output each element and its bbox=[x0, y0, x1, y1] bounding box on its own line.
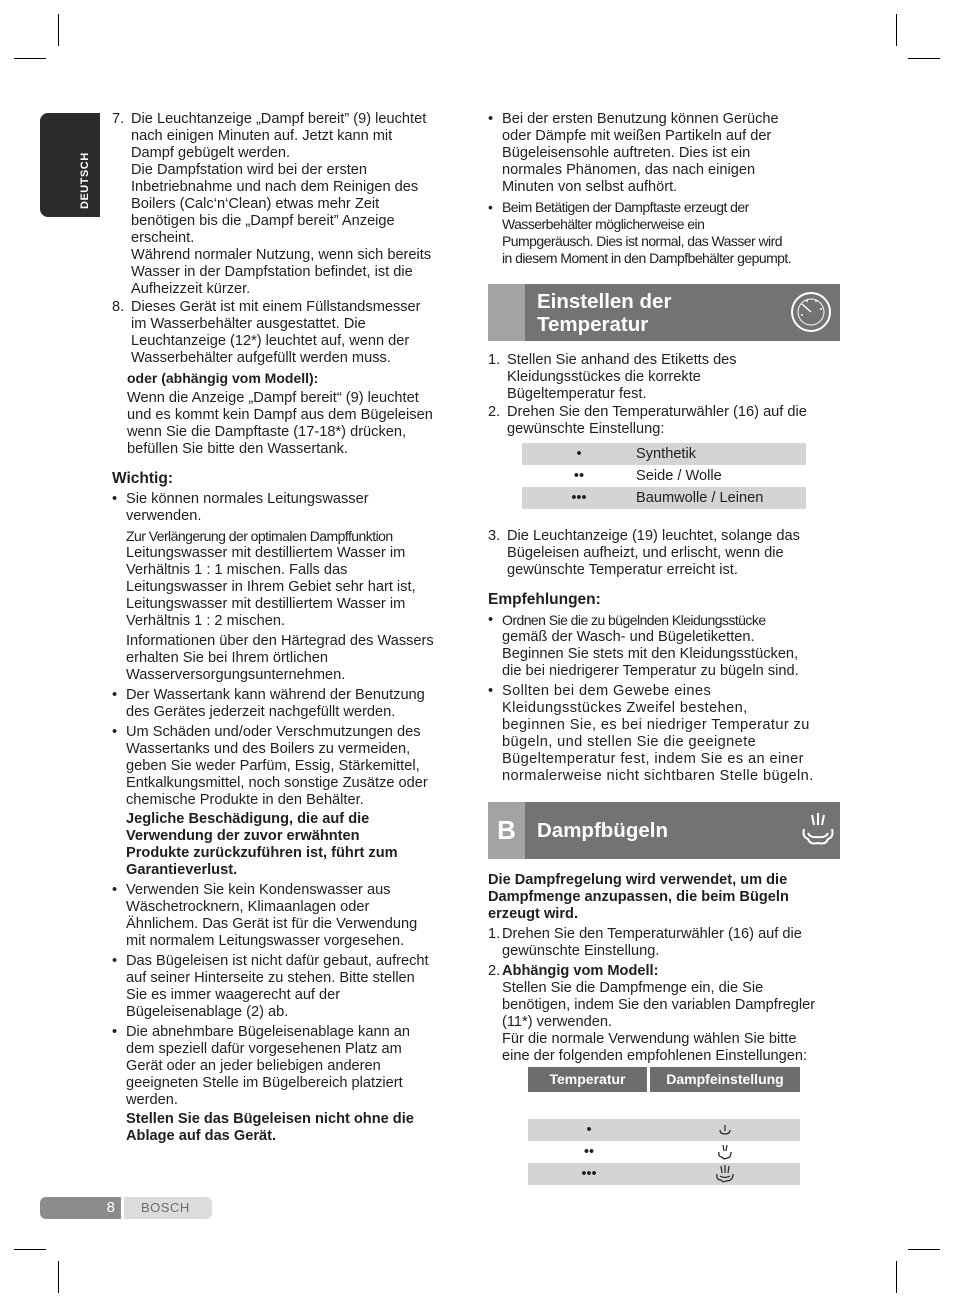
model-variant-heading: oder (abhängig vom Modell): bbox=[127, 370, 319, 386]
bullet-item bbox=[488, 111, 844, 196]
text-line: Dampfmenge anzupassen, die beim Bügeln bbox=[488, 889, 789, 905]
text-line: Verwendung der zuvor erwähnten bbox=[126, 828, 360, 844]
text-line: geben Sie weder Parfüm, Essig, Stärkemittel, bbox=[126, 758, 420, 774]
text-line: Bügeleisensohle auftreten. Dies ist ein bbox=[502, 145, 751, 161]
text-line: Stellen Sie die Dampfmenge ein, die Sie bbox=[502, 980, 764, 996]
text-line: Wasserbehälter aufgefüllt werden muss. bbox=[131, 350, 391, 366]
text-line: • Sie können normales Leitungswasser bbox=[126, 491, 369, 507]
text-line: • Das Bügeleisen ist nicht dafür gebaut, aufrecht bbox=[126, 953, 429, 969]
text-line: Wasser in der Dampfstation befindet, ist die bbox=[131, 264, 413, 280]
step-number: 1. bbox=[488, 352, 501, 368]
bullet-item bbox=[112, 687, 468, 721]
section-title bbox=[537, 290, 671, 336]
text-line: • Bei der ersten Benutzung können Gerüche bbox=[502, 111, 779, 127]
text-line: Leitungswasser mit destilliertem Wasser im bbox=[126, 596, 406, 612]
step-number: 7. bbox=[112, 111, 125, 127]
title-line: Einstellen der bbox=[537, 290, 672, 313]
text-line: erhalten Sie bei Ihrem örtlichen bbox=[126, 650, 328, 666]
text-line: Leuchtanzeige (12*) leuchtet auf, wenn der bbox=[131, 333, 410, 349]
bullet-item bbox=[112, 1024, 468, 1145]
text-line: verwenden. bbox=[126, 508, 202, 524]
step-number: 2. bbox=[488, 404, 501, 420]
text-line: bügeln, und stellen Sie die geeignete bbox=[502, 734, 757, 750]
text-line: Jegliche Beschädigung, die auf die bbox=[126, 811, 370, 827]
text-line: Die Leuchtanzeige „Dampf bereit” (9) leuchtet bbox=[131, 111, 427, 127]
text-line: Zur Verlängerung der optimalen Dampffunktion bbox=[126, 528, 393, 544]
wichtig-heading: Wichtig: bbox=[112, 470, 173, 487]
text-line: gewünschte Einstellung. bbox=[502, 943, 660, 959]
text-line: mit normalem Leitungswasser vorgesehen. bbox=[126, 933, 405, 949]
text-line: • Die abnehmbare Bügeleisenablage kann an bbox=[126, 1024, 410, 1040]
text-line: gewünschte Temperatur erreicht ist. bbox=[507, 562, 738, 578]
text-line: Dampf gebügelt werden. bbox=[131, 145, 291, 161]
spacer-row bbox=[528, 1097, 800, 1119]
steam-high-icon bbox=[715, 1164, 735, 1184]
title-line: Temperatur bbox=[537, 313, 649, 336]
text-line: Garantieverlust. bbox=[126, 862, 238, 878]
table-row bbox=[528, 1119, 800, 1141]
section-title: Dampfbügeln bbox=[537, 819, 668, 842]
temperature-steps bbox=[488, 352, 844, 438]
fabric-label: Seide / Wolle bbox=[636, 465, 806, 487]
text-line: chemische Produkte in den Behälter. bbox=[126, 792, 364, 808]
steam-medium-icon bbox=[717, 1143, 733, 1161]
table-row bbox=[522, 443, 806, 465]
temperature-dots: • bbox=[528, 1119, 650, 1141]
text-line: des Gerätes jederzeit nachgefüllt werden. bbox=[126, 704, 396, 720]
left-column bbox=[112, 111, 468, 1145]
steam-settings-table bbox=[528, 1067, 800, 1185]
text-line: Produkte zurückzuführen ist, führt zum bbox=[126, 845, 398, 861]
text-line: erzeugt wird. bbox=[488, 906, 579, 922]
language-label: DEUTSCH bbox=[79, 152, 91, 209]
section-letter: B bbox=[488, 802, 525, 859]
step-1 bbox=[488, 352, 844, 403]
step-number: 3. bbox=[488, 528, 501, 544]
temperature-dots: •• bbox=[522, 465, 636, 487]
text-line: Stellen Sie anhand des Etiketts des bbox=[507, 352, 737, 368]
temperature-step-3 bbox=[488, 528, 844, 785]
empfehlungen-heading: Empfehlungen: bbox=[488, 591, 601, 608]
text-line: Bügeltemperatur fest, indem Sie es an einer bbox=[502, 751, 804, 767]
column-header: Temperatur bbox=[528, 1067, 650, 1092]
text-line: Entkalkungsmittel, noch sonstige Zusätze oder bbox=[126, 775, 428, 791]
crop-mark bbox=[896, 1261, 897, 1293]
text-line: Informationen über den Härtegrad des Wassers bbox=[126, 633, 434, 649]
text-line: oder Dämpfe mit weißen Partikeln auf der bbox=[502, 128, 772, 144]
table-row bbox=[522, 487, 806, 509]
text-line: Leitungswasser mit destilliertem Wasser im bbox=[126, 545, 406, 561]
text-line: Leitungswasser in Ihrem Gebiet sehr hart ist, bbox=[126, 579, 416, 595]
steam-setting-cell bbox=[650, 1141, 800, 1163]
table-row bbox=[528, 1163, 800, 1185]
placement-warning bbox=[126, 1111, 468, 1145]
text-line: Pumpgeräusch. Dies ist normal, das Wasser wird bbox=[502, 233, 782, 249]
text-line: werden. bbox=[126, 1092, 178, 1108]
text-line: gewünschte Einstellung: bbox=[507, 421, 665, 437]
text-line: Sie es immer waagerecht auf der bbox=[126, 987, 341, 1003]
text-line: benötigen, indem Sie den variablen Dampfregler bbox=[502, 997, 816, 1013]
language-tab bbox=[40, 113, 100, 217]
bullet-item bbox=[112, 882, 468, 950]
bullet-item bbox=[112, 724, 468, 879]
text-line: Verhältnis 1 : 1 mischen. Falls das bbox=[126, 562, 348, 578]
text-line: Für die normale Verwendung wählen Sie bitte bbox=[502, 1031, 797, 1047]
steam-step-2 bbox=[488, 963, 844, 1065]
steam-instructions bbox=[488, 872, 844, 1065]
temperature-dots: ••• bbox=[522, 487, 636, 509]
text-line: Bügeltemperatur fest. bbox=[507, 386, 647, 402]
text-line: Wasserbehälter möglicherweise ein bbox=[502, 216, 705, 232]
text-line: gemäß der Wasch- und Bügeletiketten. bbox=[502, 629, 755, 645]
text-line: normales Phänomen, das nach einigen bbox=[502, 162, 756, 178]
bullet-item bbox=[488, 683, 844, 785]
text-line: Die Leuchtanzeige (19) leuchtet, solange das bbox=[507, 528, 800, 544]
text-line: Drehen Sie den Temperaturwähler (16) auf die bbox=[507, 404, 807, 420]
text-line: Wasserversorgungsunternehmen. bbox=[126, 667, 346, 683]
crop-mark bbox=[908, 58, 940, 59]
steam-section-header bbox=[488, 802, 840, 859]
text-line: Dieses Gerät ist mit einem Füllstandsmesser bbox=[131, 299, 421, 315]
crop-mark bbox=[14, 1249, 46, 1250]
temperature-dots: ••• bbox=[528, 1163, 650, 1185]
bullet-item bbox=[488, 612, 844, 680]
step-2 bbox=[488, 404, 844, 438]
text-line: Beginnen Sie stets mit den Kleidungsstücken, bbox=[502, 646, 799, 662]
text-line: und es kommt kein Dampf aus dem Bügeleisen bbox=[127, 407, 433, 423]
text-line: Abhängig vom Modell: bbox=[502, 963, 659, 979]
text-line: Drehen Sie den Temperaturwähler (16) auf die bbox=[502, 926, 802, 942]
text-line: Bügeleisen aufheizt, und erlischt, wenn die bbox=[507, 545, 784, 561]
text-line: Ablage auf das Gerät. bbox=[126, 1128, 277, 1144]
table-header-row bbox=[528, 1067, 800, 1092]
steam-intro bbox=[488, 872, 844, 923]
text-line: benötigen bis die „Dampf bereit” Anzeige bbox=[131, 213, 395, 229]
text-line: Die Dampfregelung wird verwendet, um die bbox=[488, 872, 788, 888]
step-7 bbox=[112, 111, 468, 298]
step-number: 2. bbox=[488, 963, 501, 979]
column-header: Dampfeinstellung bbox=[650, 1067, 800, 1092]
text-line: befüllen Sie bitte den Wassertank. bbox=[127, 441, 348, 457]
text-line: Boilers (Calc‘n‘Clean) etwas mehr Zeit bbox=[131, 196, 380, 212]
temperature-dial-icon bbox=[790, 291, 832, 333]
steam-low-icon bbox=[718, 1123, 732, 1137]
step-8 bbox=[112, 299, 468, 367]
steam-icon bbox=[800, 811, 836, 851]
text-line: in diesem Moment in den Dampfbehälter gepumpt. bbox=[502, 250, 792, 266]
text-line: Wassertanks und des Boilers zu vermeiden, bbox=[126, 741, 411, 757]
text-line: Die Dampfstation wird bei der ersten bbox=[131, 162, 368, 178]
temperature-section-header bbox=[488, 284, 840, 341]
bullet-item bbox=[488, 199, 844, 267]
text-line: • Verwenden Sie kein Kondenswasser aus bbox=[126, 882, 391, 898]
steam-setting-cell bbox=[650, 1119, 800, 1141]
temperature-dots: •• bbox=[528, 1141, 650, 1163]
model-variant-block bbox=[112, 370, 468, 458]
text-line: Gerät oder an jeder beliebigen anderen bbox=[126, 1058, 381, 1074]
bullet-item bbox=[112, 491, 468, 684]
text-line: Während normaler Nutzung, wenn sich bereits bbox=[131, 247, 432, 263]
text-line: auf seiner Hinterseite zu stehen. Bitte stellen bbox=[126, 970, 415, 986]
text-line: die bei niedrigerer Temperatur zu bügeln sind. bbox=[502, 663, 799, 679]
right-top-notes bbox=[488, 111, 844, 267]
text-line: • Sollten bei dem Gewebe eines bbox=[502, 683, 712, 699]
text-line: Wäschetrocknern, Klimaanlagen oder bbox=[126, 899, 370, 915]
crop-mark bbox=[896, 14, 897, 46]
text-line: Minuten von selbst aufhört. bbox=[502, 179, 678, 195]
text-line: nach einigen Minuten auf. Jetzt kann mit bbox=[131, 128, 393, 144]
section-marker bbox=[488, 284, 525, 341]
fabric-label: Synthetik bbox=[636, 443, 806, 465]
text-line: • Der Wassertank kann während der Benutzung bbox=[126, 687, 425, 703]
fabric-label: Baumwolle / Leinen bbox=[636, 487, 806, 509]
step-number: 8. bbox=[112, 299, 125, 315]
warranty-warning bbox=[126, 811, 468, 879]
temperature-dots: • bbox=[522, 443, 636, 465]
text-line: Bügeleisenablage (2) ab. bbox=[126, 1004, 289, 1020]
text-line: normalerweise nicht sichtbaren Stelle bügeln. bbox=[502, 768, 814, 784]
step-3 bbox=[488, 528, 844, 579]
text-line: Stellen Sie das Bügeleisen nicht ohne die bbox=[126, 1111, 414, 1127]
text-line: dem speziell dafür vorgesehenen Platz am bbox=[126, 1041, 402, 1057]
crop-mark bbox=[908, 1249, 940, 1250]
text-line: • Um Schäden und/oder Verschmutzungen des bbox=[126, 724, 421, 740]
table-row bbox=[528, 1141, 800, 1163]
text-line: Verhältnis 1 : 2 mischen. bbox=[126, 613, 285, 629]
text-line: erscheint. bbox=[131, 230, 195, 246]
text-line: geeigneten Stelle im Bügelbereich platziert bbox=[126, 1075, 403, 1091]
text-line: Aufheizzeit kürzer. bbox=[131, 281, 251, 297]
crop-mark bbox=[58, 1261, 59, 1293]
text-line: beginnen Sie, es bei niedriger Temperatur zu bbox=[502, 717, 810, 733]
text-line: eine der folgenden empfohlenen Einstellungen: bbox=[502, 1048, 808, 1064]
bullet-item bbox=[112, 953, 468, 1021]
brand-label: BOSCH bbox=[124, 1197, 212, 1219]
text-line: wenn Sie die Dampftaste (17-18*) drücken, bbox=[127, 424, 407, 440]
text-line: Inbetriebnahme und nach dem Reinigen des bbox=[131, 179, 419, 195]
temperature-table bbox=[522, 443, 806, 509]
steam-setting-cell bbox=[650, 1163, 800, 1185]
crop-mark bbox=[14, 58, 46, 59]
text-line: Kleidungsstückes die korrekte bbox=[507, 369, 701, 385]
crop-mark bbox=[58, 14, 59, 46]
text-line: im Wasserbehälter ausgestattet. Die bbox=[131, 316, 366, 332]
steam-step-1 bbox=[488, 926, 844, 960]
step-number: 1. bbox=[488, 926, 501, 942]
page-number-text: 8 bbox=[106, 1199, 115, 1216]
text-line: Wenn die Anzeige „Dampf bereit“ (9) leuchtet bbox=[127, 390, 419, 406]
text-line: • Beim Betätigen der Dampftaste erzeugt der bbox=[502, 199, 749, 215]
text-line: (11*) verwenden. bbox=[502, 1014, 613, 1030]
text-line: • Ordnen Sie die zu bügelnden Kleidungsstücke bbox=[502, 612, 766, 628]
text-line: Kleidungsstückes Zweifel bestehen, bbox=[502, 700, 748, 716]
page-number bbox=[40, 1197, 121, 1219]
text-line: Ähnlichem. Das Gerät ist für die Verwendung bbox=[126, 916, 418, 932]
table-row bbox=[522, 465, 806, 487]
